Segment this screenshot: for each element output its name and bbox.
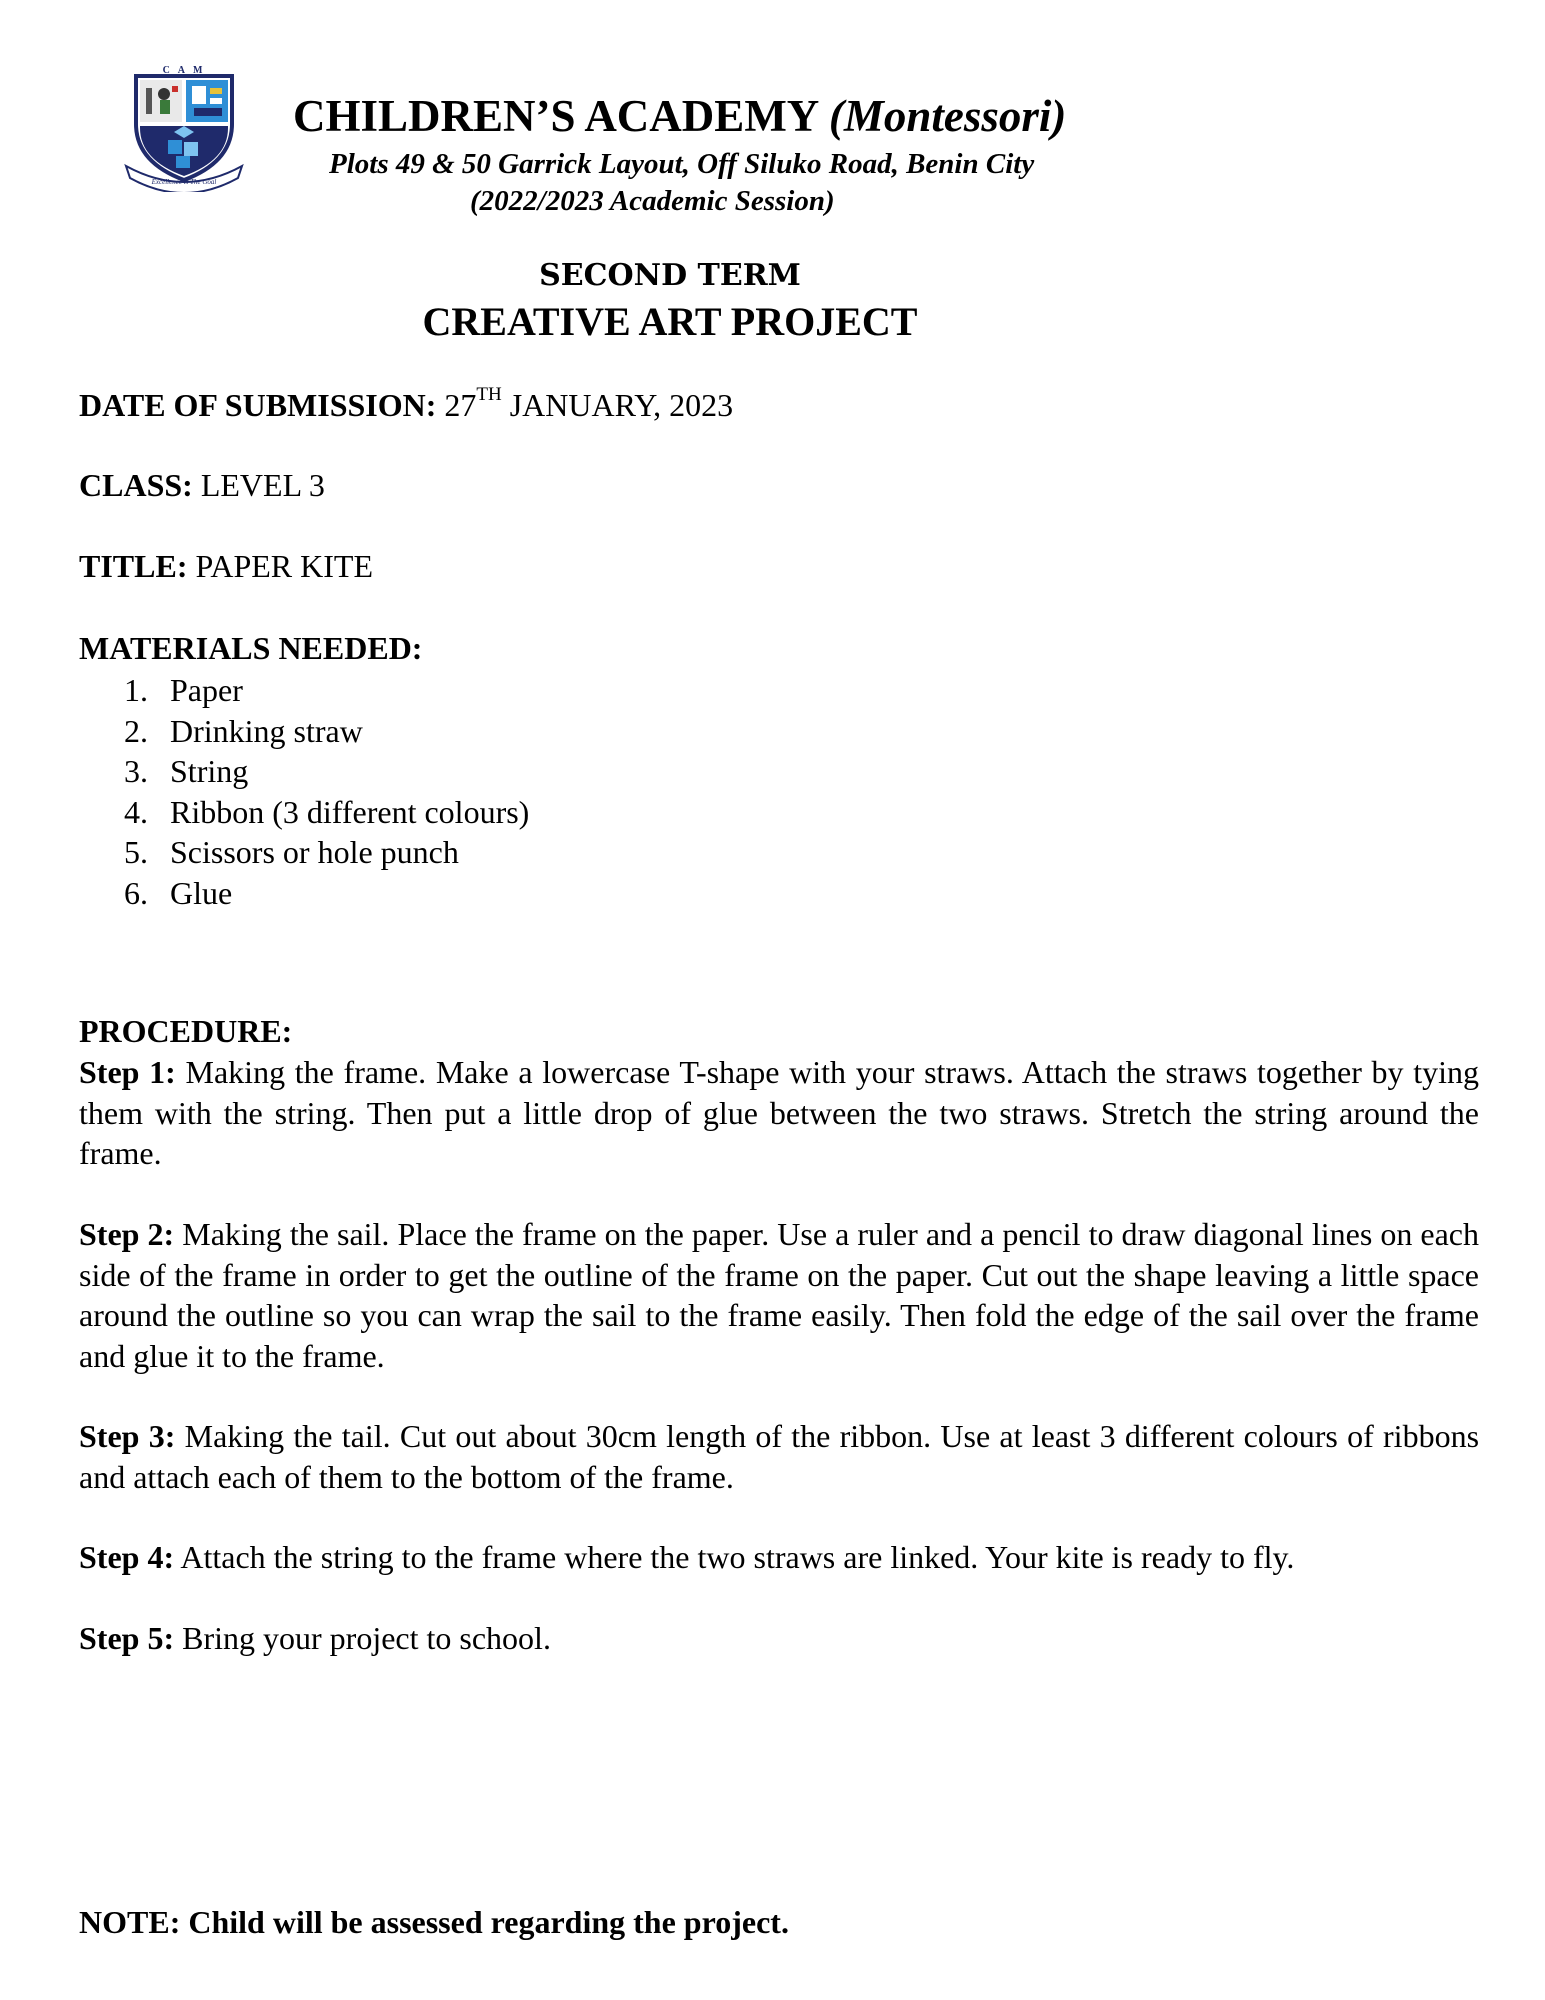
list-item	[124, 792, 529, 833]
step-text: Attach the string to the frame where the two straws are linked. Your kite is ready to fly.	[180, 1539, 1295, 1575]
school-name	[293, 88, 1293, 144]
list-item-number: 1.	[124, 672, 148, 708]
procedure-step-5	[79, 1618, 1479, 1659]
svg-text:Excellence is The Goal: Excellence is The Goal	[151, 178, 217, 186]
list-item	[124, 873, 529, 914]
title-value: PAPER KITE	[195, 548, 373, 584]
class-value: LEVEL 3	[200, 467, 325, 503]
list-item-text: Scissors or hole punch	[170, 834, 459, 870]
submission-date-day-suffix: TH	[476, 384, 502, 406]
procedure-step-1	[79, 1052, 1479, 1174]
list-item	[124, 670, 529, 711]
list-item-text: Ribbon (3 different colours)	[170, 793, 530, 830]
step-label: Step 5:	[79, 1620, 175, 1656]
title-field	[79, 546, 373, 586]
submission-date-label: DATE OF SUBMISSION:	[79, 387, 437, 423]
list-item-number: 6.	[124, 874, 148, 911]
class-label: CLASS:	[79, 467, 193, 503]
step-text: Making the tail. Cut out about 30cm length of the ribbon. Use at least 3 different colours of ribbons and attach each of them to the bottom of the frame.	[79, 1418, 1480, 1495]
step-label: Step 3:	[79, 1418, 176, 1454]
step-label: Step 1:	[79, 1054, 176, 1090]
materials-heading: MATERIALS NEEDED:	[79, 630, 423, 666]
academic-session: (2022/2023 Academic Session)	[470, 185, 835, 217]
list-item	[124, 832, 529, 873]
submission-date-month-year: JANUARY, 2023	[509, 387, 734, 423]
assessment-note: NOTE: Child will be assessed regarding the project.	[79, 1904, 789, 1940]
submission-date	[79, 385, 733, 425]
list-item	[124, 711, 529, 752]
term-heading: SECOND TERM	[539, 258, 801, 293]
list-item	[124, 751, 529, 792]
list-item-number: 5.	[124, 834, 148, 870]
school-address: Plots 49 & 50 Garrick Layout, Off Siluko Road, Benin City	[329, 148, 1035, 180]
procedure-step-2	[79, 1214, 1479, 1376]
step-text: Bring your project to school.	[182, 1620, 551, 1656]
list-item-text: String	[170, 753, 249, 789]
class-field	[79, 465, 325, 505]
step-label: Step 4:	[79, 1539, 175, 1575]
list-item-number: 2.	[124, 712, 148, 749]
school-crest-logo	[124, 62, 244, 192]
svg-text:C A M: C A M	[162, 65, 206, 76]
list-item-number: 3.	[124, 753, 148, 789]
procedure-step-4	[79, 1537, 1479, 1578]
school-name-suffix: (Montessori)	[828, 91, 1067, 141]
list-item-text: Drinking straw	[170, 712, 363, 749]
project-title: CREATIVE ART PROJECT	[422, 299, 918, 344]
step-label: Step 2:	[79, 1216, 175, 1252]
school-name-main: CHILDREN’S ACADEMY	[293, 91, 818, 141]
list-item-text: Glue	[170, 874, 233, 911]
procedure-heading: PROCEDURE:	[79, 1013, 293, 1049]
step-text: Making the frame. Make a lowercase T-shape with your straws. Attach the straws together by tying them with the string. Then put a little drop of glue between the two straws. Stretch the string around the frame.	[79, 1054, 1480, 1171]
materials-list	[124, 670, 529, 913]
submission-date-day: 27	[444, 387, 477, 423]
step-text: Making the sail. Place the frame on the paper. Use a ruler and a pencil to draw diagonal lines on each side of the frame in order to get the outline of the frame on the paper. Cut out the shape leaving a little space around the outline so you can wrap the sail to the frame easily. Then fold the edge of the sail over the frame and glue it to the frame.	[79, 1216, 1480, 1374]
procedure-step-3	[79, 1416, 1479, 1497]
title-label: TITLE:	[79, 548, 188, 584]
list-item-text: Paper	[170, 672, 243, 708]
list-item-number: 4.	[124, 793, 148, 830]
